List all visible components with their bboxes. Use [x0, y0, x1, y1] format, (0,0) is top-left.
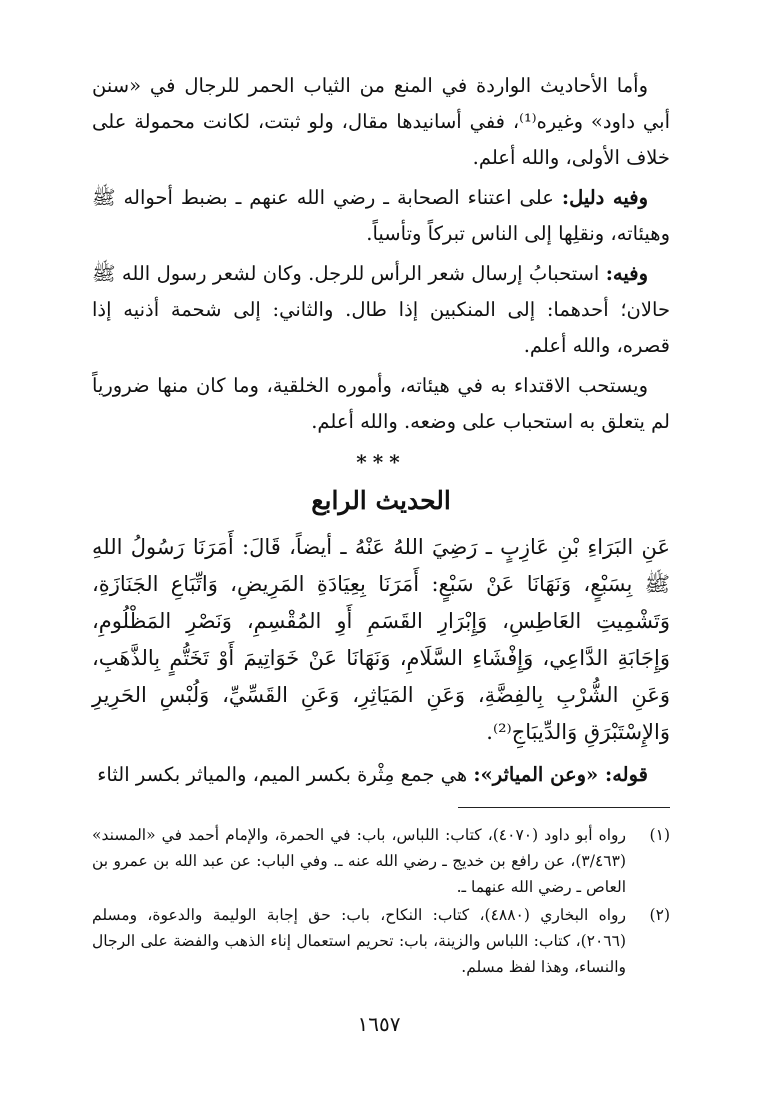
footnote-2	[92, 902, 670, 980]
commentary-text: هي جمع مِثْرة بكسر الميم، والمياثر بكسر الثاء	[97, 763, 468, 786]
footnote-divider	[458, 807, 670, 808]
page-number: ١٦٥٧	[357, 1012, 401, 1036]
footnote-2-number: (٢)	[649, 906, 670, 924]
footnote-1	[92, 822, 670, 900]
paragraph-2-lead: وفيه دليل:	[561, 186, 649, 209]
section-title: الحديث الرابع	[311, 486, 451, 515]
commentary-lead: قوله: «وعن المياثر»:	[473, 763, 648, 786]
footnote-2-text: رواه البخاري (٤٨٨٠)، كتاب: النكاح، باب: حق إجابة الوليمة والدعوة، ومسلم (٢٠٦٦)، كتاب: اللباس والزينة، باب: تحريم استعمال إناء الذهب والفضة على الرجال والنساء، وهذا لفظ مسلم.	[92, 906, 627, 976]
paragraph-3-text: استحبابُ إرسال شعر الرأس للرجل. وكان لشعر رسول الله ﷺ حالان؛ أحدهما: إلى المنكبين إذا طال. والثاني: إلى شحمة أذنيه إذا قصره، والله أعلم.	[92, 262, 670, 357]
paragraph-1: وأما الأحاديث الواردة في المنع من الثياب الحمر للرجال في «سنن أبي داود» وغيره⁽¹⁾، ففي أسانيدها مقال، ولو ثبتت، لكانت محمولة على خلاف الأولى، والله أعلم.	[92, 74, 670, 169]
footnote-1-number: (١)	[649, 826, 670, 844]
footnote-1-text: رواه أبو داود (٤٠٧٠)، كتاب: اللباس، باب: في الحمرة، والإمام أحمد في «المسند» (٣/٤٦٣)، عن رافع بن خديج ـ رضي الله عنه ـ. وفي الباب: عن عبد الله بن عمرو بن العاص ـ رضي الله عنهما ـ.	[92, 826, 626, 896]
paragraph-4: ويستحب الاقتداء به في هيئاته، وأموره الخلقية، وما كان منها ضرورياً لم يتعلق به استحباب على وضعه. والله أعلم.	[92, 374, 670, 433]
paragraph-3-lead: وفيه:	[605, 262, 648, 285]
section-separator: ***	[356, 450, 406, 474]
paragraph-2-text: على اعتناء الصحابة ـ رضي الله عنهم ـ بضبط أحواله ﷺ وهيئاته، ونقلِها إلى الناس تبركاً وتأسياً.	[92, 186, 670, 245]
page-body	[92, 68, 670, 982]
hadith-text: عَنِ البَرَاءِ بْنِ عَازِبٍ ـ رَضِيَ اللهُ عَنْهُ ـ أيضاً، قَالَ: أَمَرَنَا رَسُولُ اللهِ ﷺ بِسَبْعٍ، وَنَهَانَا عَنْ سَبْعٍ: أَمَرَنَا بِعِيَادَةِ المَرِيضِ، وَاتِّبَاعِ الجَنَازَةِ، وَتَشْمِيتِ العَاطِسِ، وَإِبْرَارِ القَسَمِ أَوِ المُقْسِمِ، وَنَصْرِ المَظْلُومِ، وَإِجَابَةِ الدَّاعِي، وَإِفْشَاءِ السَّلَامِ، وَنَهَانَا عَنْ خَوَاتِيمَ أَوْ تَخَتُّمٍ بِالذَّهَبِ، وَعَنِ الشُّرْبِ بِالفِضَّةِ، وَعَنِ المَيَاثِرِ، وَعَنِ القَسِّيِّ، وَلُبْسِ الحَرِيرِ وَالإِسْتَبْرَقِ وَالدِّيبَاجِ⁽²⁾.	[92, 535, 670, 744]
paragraph-3	[92, 256, 670, 364]
paragraph-2	[92, 180, 670, 252]
commentary	[92, 757, 670, 793]
